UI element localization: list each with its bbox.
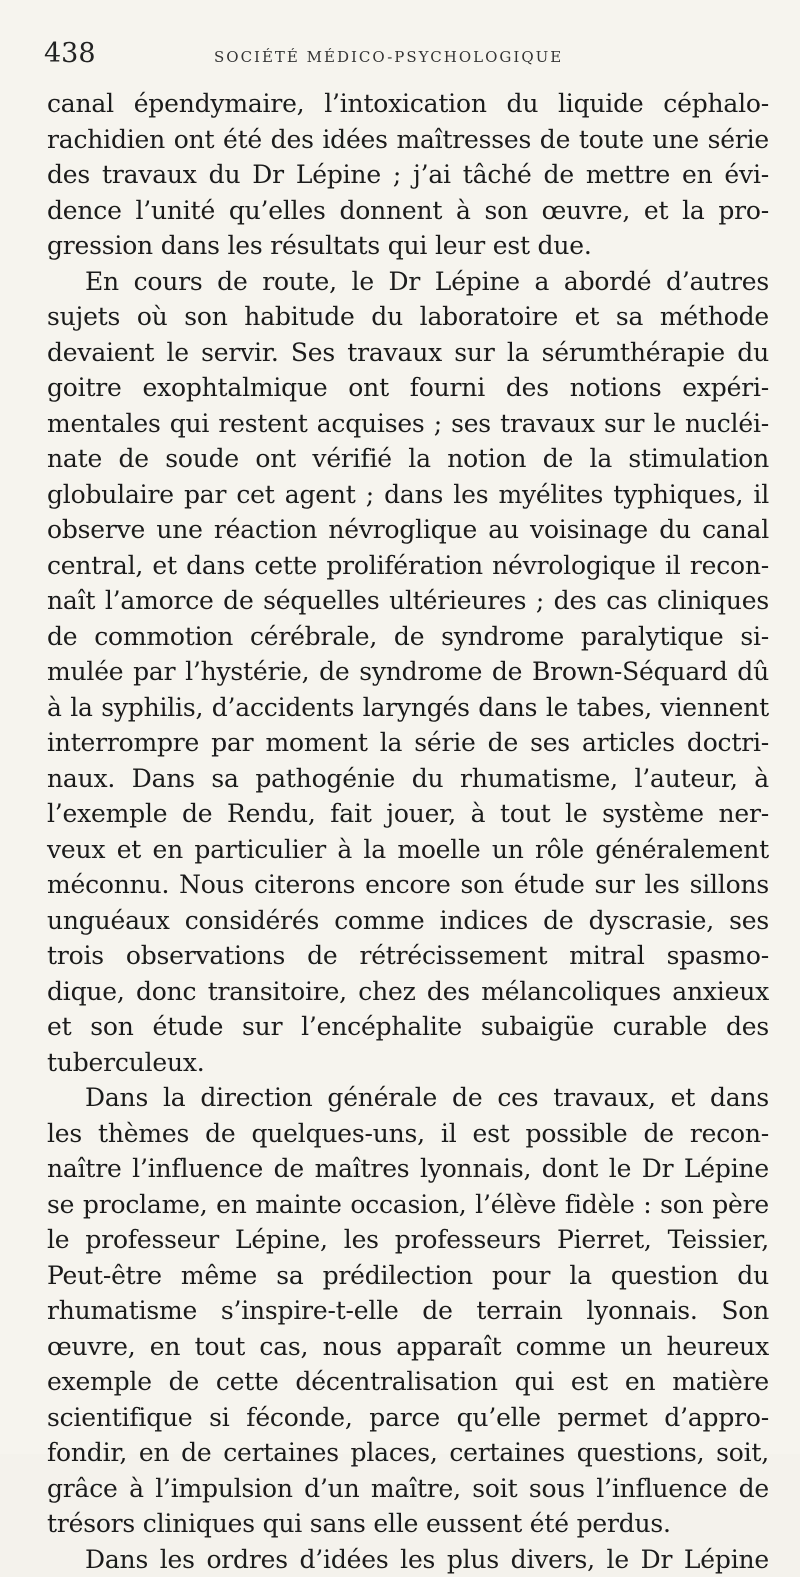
- text-line: central, et dans cette prolifération névrologique il recon-: [47, 548, 769, 584]
- text-line: En cours de route, le Dr Lépine a abordé d’autres: [47, 264, 769, 300]
- text-line: observe une réaction névroglique au voisinage du canal: [47, 512, 769, 548]
- text-line: Peut-être même sa prédilection pour la question du: [47, 1258, 769, 1294]
- text-line: naux. Dans sa pathogénie du rhumatisme, l’auteur, à: [47, 761, 769, 797]
- text-line: naître l’influence de maîtres lyonnais, dont le Dr Lépine: [47, 1151, 769, 1187]
- text-line: scientifique si féconde, parce qu’elle permet d’appro-: [47, 1400, 769, 1436]
- text-line: se proclame, en mainte occasion, l’élève fidèle : son père: [47, 1187, 769, 1223]
- text-line: fondir, en de certaines places, certaines questions, soit,: [47, 1435, 769, 1471]
- running-head: SOCIÉTÉ MÉDICO-PSYCHOLOGIQUE: [214, 48, 563, 66]
- text-line: des travaux du Dr Lépine ; j’ai tâché de mettre en évi-: [47, 157, 769, 193]
- text-line: dique, donc transitoire, chez des mélancoliques anxieux: [47, 974, 769, 1010]
- text-line: Dans la direction générale de ces travaux, et dans: [47, 1080, 769, 1116]
- text-line: les thèmes de quelques-uns, il est possible de recon-: [47, 1116, 769, 1152]
- text-line: Dans les ordres d’idées les plus divers, le Dr Lépine: [47, 1542, 769, 1577]
- text-line: trois observations de rétrécissement mitral spasmo-: [47, 938, 769, 974]
- text-line: interrompre par moment la série de ses articles doctri-: [47, 725, 769, 761]
- page-number: 438: [44, 38, 96, 69]
- text-line: œuvre, en tout cas, nous apparaît comme un heureux: [47, 1329, 769, 1365]
- text-line: dence l’unité qu’elles donnent à son œuvre, et la pro-: [47, 193, 769, 229]
- text-line: exemple de cette décentralisation qui est en matière: [47, 1364, 769, 1400]
- text-line: rachidien ont été des idées maîtresses de toute une série: [47, 122, 769, 158]
- text-line: canal épendymaire, l’intoxication du liquide céphalo-: [47, 86, 769, 122]
- text-line: goitre exophtalmique ont fourni des notions expéri-: [47, 370, 769, 406]
- text-line: veux et en particulier à la moelle un rôle généralement: [47, 832, 769, 868]
- text-line: grâce à l’impulsion d’un maître, soit sous l’influence de: [47, 1471, 769, 1507]
- text-line: unguéaux considérés comme indices de dyscrasie, ses: [47, 903, 769, 939]
- text-line: globulaire par cet agent ; dans les myélites typhiques, il: [47, 477, 769, 513]
- text-line: et son étude sur l’encéphalite subaigüe curable des: [47, 1009, 769, 1045]
- text-line: le professeur Lépine, les professeurs Pierret, Teissier,: [47, 1222, 769, 1258]
- text-line: trésors cliniques qui sans elle eussent été perdus.: [47, 1506, 769, 1542]
- text-line: à la syphilis, d’accidents laryngés dans le tabes, viennent: [47, 690, 769, 726]
- text-line: mentales qui restent acquises ; ses travaux sur le nucléi-: [47, 406, 769, 442]
- text-line: gression dans les résultats qui leur est due.: [47, 228, 769, 264]
- text-line: l’exemple de Rendu, fait jouer, à tout le système ner-: [47, 796, 769, 832]
- page-header: [44, 38, 764, 78]
- text-line: tuberculeux.: [47, 1045, 769, 1081]
- text-line: rhumatisme s’inspire-t-elle de terrain lyonnais. Son: [47, 1293, 769, 1329]
- body-text: [47, 86, 769, 1577]
- text-line: naît l’amorce de séquelles ultérieures ; des cas cliniques: [47, 583, 769, 619]
- text-line: mulée par l’hystérie, de syndrome de Brown-Séquard dû: [47, 654, 769, 690]
- text-line: nate de soude ont vérifié la notion de la stimulation: [47, 441, 769, 477]
- text-line: sujets où son habitude du laboratoire et sa méthode: [47, 299, 769, 335]
- text-line: devaient le servir. Ses travaux sur la sérumthérapie du: [47, 335, 769, 371]
- text-line: de commotion cérébrale, de syndrome paralytique si-: [47, 619, 769, 655]
- text-line: méconnu. Nous citerons encore son étude sur les sillons: [47, 867, 769, 903]
